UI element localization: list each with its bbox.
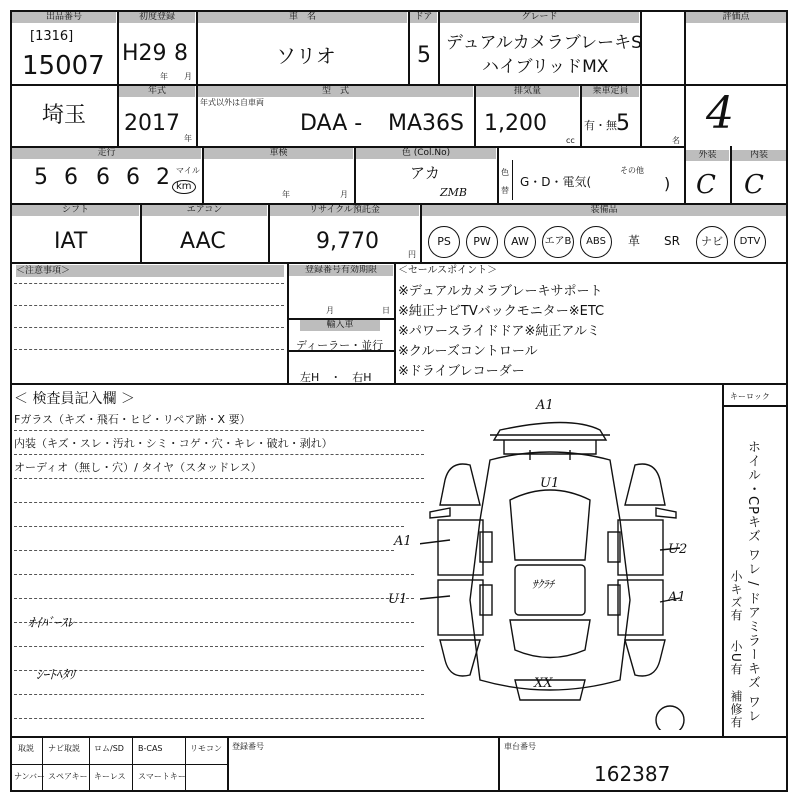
cc-unit: cc	[566, 136, 575, 145]
footer-item: B-CAS	[138, 744, 163, 753]
dealer-option: ディーラー・並行	[296, 339, 384, 352]
exterior-label: 外装	[686, 150, 729, 161]
doors-label: ドア	[410, 12, 437, 23]
type-prefix: DAA -	[300, 111, 363, 136]
car-name: ソリオ	[276, 44, 336, 68]
inspection-month-unit: 月	[340, 190, 348, 199]
mileage-digit: 5	[34, 165, 48, 190]
inspection-line-glass: Fガラス（キズ・飛石・ヒビ・リペア跡・X 要）	[14, 413, 251, 426]
year-unit: 年	[160, 72, 168, 81]
exterior-grade: C	[696, 170, 716, 200]
equipment-pw: PW	[466, 226, 498, 258]
fuel-other: その他	[620, 166, 644, 175]
lot-number-label: 出品番号	[12, 12, 116, 23]
sales-points-label: ＜セールスポイント＞	[398, 265, 498, 276]
recycle-label: リサイクル預託金	[270, 205, 419, 216]
registration-number-label: 登録番号	[232, 742, 264, 751]
yen-unit: 円	[408, 250, 416, 259]
month-unit: 月	[184, 72, 192, 81]
repair-note: 補修有	[729, 690, 743, 729]
fuel-type: G・D・電気(	[520, 175, 592, 189]
handwritten-note-1: ｵｲﾊﾞｰｽﾚ	[28, 616, 74, 631]
mileage-digit: 6	[126, 165, 140, 190]
mile-unit: マイル	[176, 166, 200, 175]
color-code: ZMB	[440, 186, 467, 199]
equipment-dtv: DTV	[734, 226, 766, 258]
type-code: MA36S	[388, 111, 464, 136]
deadline-day-unit: 日	[382, 306, 390, 315]
displacement: 1,200	[484, 111, 547, 136]
model-year-note: 年式以外は自車両	[200, 98, 264, 107]
first-registration-label: 初度登録	[119, 12, 195, 23]
score-value: 4	[706, 88, 734, 139]
small-dent-note: 小U有	[729, 640, 743, 676]
ac-label: エアコン	[142, 205, 267, 216]
equipment-sr: SR	[664, 234, 680, 248]
small-scratch-note: 小キズ有	[729, 570, 743, 622]
footer-item: ロム/SD	[94, 744, 124, 753]
footer-item: リモコン	[190, 744, 222, 753]
damage-mark: A1	[394, 534, 412, 549]
mileage-digit: 2	[156, 165, 170, 190]
equipment-abs: ABS	[580, 226, 612, 258]
sales-point: ※クルーズコントロール	[398, 344, 538, 359]
inspection-line-interior: 内装（キズ・スレ・汚れ・シミ・コゲ・穴・キレ・破れ・剥れ）	[14, 437, 333, 450]
equipment-leather: 革	[628, 234, 641, 248]
import-label: 輸入車	[300, 320, 380, 331]
fuel-close: )	[664, 174, 671, 193]
footer-item: ナビ取説	[48, 744, 80, 753]
equipment-label: 装備品	[422, 205, 786, 216]
mileage-digit: 6	[64, 165, 78, 190]
lot-number: 15007	[22, 51, 105, 81]
color-side-1: 色	[501, 168, 509, 177]
first-registration-year: H29	[122, 41, 167, 66]
recycle-value: 9,770	[316, 229, 379, 254]
model-year-unit: 年	[184, 134, 192, 143]
footer-item: スペアキー	[48, 772, 88, 781]
damage-mark: U2	[668, 542, 688, 557]
model-year-label: 年式	[119, 86, 195, 97]
km-unit: km	[172, 180, 196, 194]
first-registration-month: 8	[174, 41, 188, 66]
region: 埼玉	[42, 103, 87, 128]
equipment-ps: PS	[428, 226, 460, 258]
shift-label: シフト	[12, 205, 139, 216]
model-year: 2017	[124, 111, 180, 136]
grade-label: グレード	[440, 12, 639, 23]
footer-item: キーレス	[94, 772, 126, 781]
mileage-label: 走行	[12, 148, 201, 159]
seats-value: 5	[616, 111, 630, 136]
sales-point: ※ドライブレコーダー	[398, 364, 525, 379]
equipment-navi: ナビ	[696, 226, 728, 258]
lot-code: [1316]	[30, 29, 74, 44]
color-value: アカ	[410, 164, 440, 182]
type-label: 型 式	[198, 86, 473, 97]
wheel-mirror-notes: ホイル・CPキズ ワレ / ドアミラーキズ ワレ	[745, 440, 760, 723]
grade-line-2: ハイブリッドMX	[482, 57, 609, 77]
interior-grade: C	[744, 170, 764, 200]
ac-value: AAC	[180, 229, 226, 254]
grade-line-1: デュアルカメラブレーキS	[446, 33, 642, 53]
color-side-2: 替	[501, 186, 509, 195]
caution-label: ＜注意事項＞	[16, 265, 284, 277]
inspection-line-audio: オーディオ（無し・穴）/ タイヤ（スタッドレス）	[14, 461, 262, 474]
key-lock-label: キーロック	[730, 392, 770, 401]
displacement-label: 排気量	[476, 86, 579, 97]
footer-item: 取説	[18, 744, 34, 753]
interior-label: 内装	[732, 150, 786, 161]
damage-mark: A1	[668, 590, 686, 605]
color-label: 色 (Col.No)	[356, 148, 496, 159]
handwritten-note-2: ｼｰﾄﾍﾀﾘ	[36, 668, 75, 683]
car-diagram	[420, 390, 720, 730]
steering-option: 左H ・ 右H	[300, 371, 372, 384]
car-name-label: 車 名	[198, 12, 407, 23]
seats-unit: 名	[672, 136, 680, 145]
damage-mark: U1	[540, 476, 560, 491]
damage-mark: U1	[388, 592, 408, 607]
damage-mark: XX	[534, 676, 553, 691]
mileage-digit: 6	[96, 165, 110, 190]
deadline-month-unit: 月	[326, 306, 334, 315]
frame-number: 162387	[594, 762, 671, 786]
sales-point: ※パワースライドドア※純正アルミ	[398, 324, 600, 339]
doors-value: 5	[417, 43, 431, 68]
shift-value: IAT	[54, 229, 88, 254]
seats-label: 乗車定員	[582, 86, 639, 97]
sales-point: ※純正ナビTVバックモニター※ETC	[398, 304, 605, 319]
inspection-label: 車検	[204, 148, 353, 159]
frame-number-label: 車台番号	[504, 742, 536, 751]
footer-item: ナンバー	[14, 772, 46, 781]
equipment-airbag: エアB	[542, 226, 574, 258]
equipment-aw: AW	[504, 226, 536, 258]
inspection-year-unit: 年	[282, 190, 290, 199]
damage-mark: A1	[536, 398, 554, 413]
score-label: 評価点	[686, 12, 786, 23]
seats-yesno: 有・無	[584, 119, 617, 132]
deadline-label: 登録番号有効期限	[289, 265, 393, 276]
inspection-title: ＜ 検査員記入欄 ＞	[14, 391, 135, 407]
damage-mark: ｻｸﾗﾁ	[532, 578, 554, 591]
footer-item: スマートキー	[138, 772, 186, 781]
sales-point: ※デュアルカメラブレーキサポート	[398, 284, 603, 299]
